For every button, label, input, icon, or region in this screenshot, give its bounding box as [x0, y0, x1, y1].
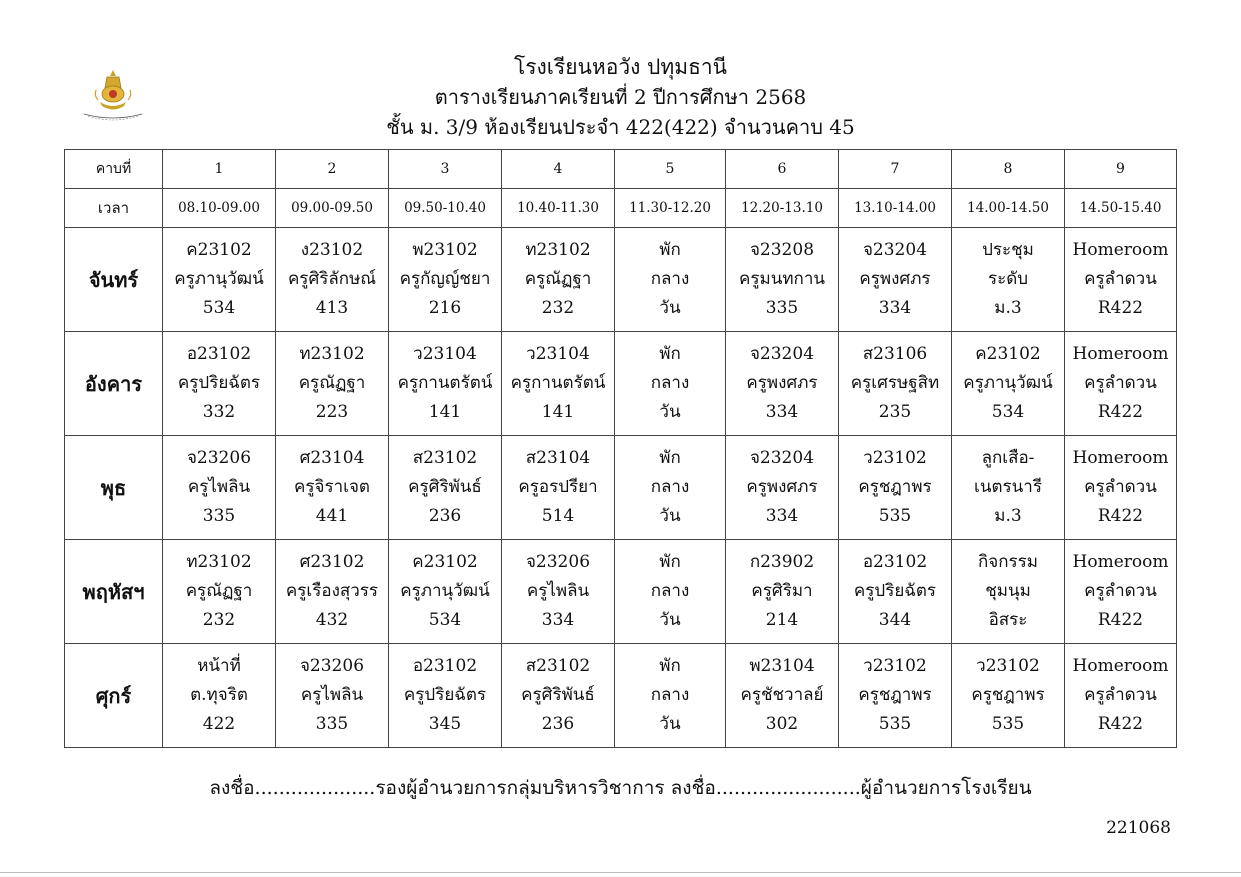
slot-subject: ค23102	[186, 240, 252, 260]
schedule-slot	[839, 436, 952, 540]
slot-teacher: ครูพงศภร	[859, 269, 931, 289]
period-number: 4	[502, 150, 615, 189]
slot-subject: ท23102	[299, 344, 365, 364]
signature-line: ลงชื่อ....................รองผู้อำนวยการกลุ่มบริหารวิชาการ ลงชื่อ........................ผู้อำนวยการโรงเรียน	[209, 777, 1032, 799]
bottom-divider	[0, 872, 1241, 873]
period-number: 8	[952, 150, 1065, 189]
schedule-slot	[615, 436, 726, 540]
schedule-slot	[1065, 540, 1177, 644]
slot-teacher: กลาง	[650, 477, 690, 497]
slot-teacher: กลาง	[650, 581, 690, 601]
period-time: 13.10-14.00	[839, 189, 952, 228]
slot-subject: จ23206	[186, 448, 252, 468]
slot-subject: ศ23102	[299, 552, 365, 572]
schedule-slot	[726, 332, 839, 436]
schedule-slot	[952, 436, 1065, 540]
slot-room: ม.3	[994, 506, 1022, 526]
slot-teacher: ครูปริยฉัตร	[177, 373, 261, 393]
schedule-slot	[726, 228, 839, 332]
slot-subject: พ23104	[749, 656, 815, 676]
schedule-slot	[839, 540, 952, 644]
schedule-slot	[839, 644, 952, 748]
slot-room: 422	[202, 714, 236, 734]
schedule-slot	[952, 644, 1065, 748]
slot-subject: Homeroom	[1072, 552, 1169, 572]
schedule-slot	[726, 540, 839, 644]
schedule-slot	[502, 332, 615, 436]
slot-subject: ส23104	[525, 448, 591, 468]
slot-subject: Homeroom	[1072, 448, 1169, 468]
slot-room: 335	[765, 298, 799, 318]
slot-teacher: ครูไพลิน	[187, 477, 251, 497]
slot-teacher: ครูมนทกาน	[739, 269, 825, 289]
slot-room: 223	[315, 402, 349, 422]
slot-subject: จ23206	[525, 552, 591, 572]
slot-subject: จ23206	[299, 656, 365, 676]
slot-subject: ก23902	[749, 552, 815, 572]
schedule-slot	[389, 540, 502, 644]
day-name: ศุกร์	[65, 644, 163, 748]
slot-room: 334	[765, 506, 799, 526]
schedule-slot	[726, 436, 839, 540]
slot-subject: จ23204	[749, 344, 815, 364]
slot-subject: อ23102	[862, 552, 928, 572]
slot-teacher: ครูศิริพันธ์	[521, 685, 595, 705]
slot-teacher: กลาง	[650, 269, 690, 289]
slot-room: วัน	[659, 610, 681, 630]
schedule-slot	[163, 228, 276, 332]
schedule-slot	[1065, 228, 1177, 332]
schedule-slot	[163, 436, 276, 540]
slot-teacher: ครูปริยฉัตร	[853, 581, 937, 601]
slot-subject: ว23104	[413, 344, 477, 364]
period-number: 2	[276, 150, 389, 189]
slot-subject: ส23102	[525, 656, 591, 676]
slot-subject: หน้าที่	[197, 656, 241, 676]
period-time: 12.20-13.10	[726, 189, 839, 228]
schedule-slot	[502, 228, 615, 332]
slot-teacher: ครูชฎาพร	[971, 685, 1045, 705]
school-name: โรงเรียนหอวัง ปทุมธานี	[513, 55, 728, 79]
schedule-slot	[952, 228, 1065, 332]
slot-room: R422	[1097, 714, 1144, 734]
schedule-slot	[839, 228, 952, 332]
slot-teacher: ครูกัญญ์ชยา	[399, 269, 491, 289]
slot-teacher: ครูจิราเจต	[294, 477, 370, 497]
slot-subject: Homeroom	[1072, 344, 1169, 364]
day-row	[65, 228, 1177, 332]
period-time: 14.50-15.40	[1065, 189, 1177, 228]
slot-room: 235	[878, 402, 912, 422]
slot-teacher: ครูเศรษฐสิท	[850, 373, 940, 393]
schedule-slot	[276, 436, 389, 540]
slot-room: 345	[428, 714, 462, 734]
schedule-slot	[276, 540, 389, 644]
schedule-slot	[839, 332, 952, 436]
period-number: 5	[615, 150, 726, 189]
slot-subject: Homeroom	[1072, 656, 1169, 676]
slot-room: 335	[202, 506, 236, 526]
slot-teacher: กลาง	[650, 685, 690, 705]
slot-room: 413	[315, 298, 349, 318]
slot-teacher: ครูณัฏฐา	[185, 581, 253, 601]
slot-subject: ส23102	[412, 448, 478, 468]
slot-teacher: ครูศิริมา	[751, 581, 813, 601]
slot-subject: ว23104	[526, 344, 590, 364]
period-time: 10.40-11.30	[502, 189, 615, 228]
day-row	[65, 540, 1177, 644]
slot-room: 534	[991, 402, 1025, 422]
slot-subject: ค23102	[975, 344, 1041, 364]
period-time: 11.30-12.20	[615, 189, 726, 228]
slot-subject: กิจกรรม	[977, 552, 1038, 572]
slot-subject: อ23102	[412, 656, 478, 676]
slot-subject: พัก	[659, 448, 681, 468]
document-header	[0, 52, 1241, 142]
document-code: 221068	[1106, 818, 1171, 838]
schedule-slot	[1065, 332, 1177, 436]
schedule-slot	[502, 540, 615, 644]
slot-subject: ค23102	[412, 552, 478, 572]
slot-teacher: ครูศิริพันธ์	[408, 477, 482, 497]
schedule-slot	[726, 644, 839, 748]
schedule-slot	[1065, 644, 1177, 748]
schedule-slot	[163, 332, 276, 436]
slot-subject: จ23204	[749, 448, 815, 468]
schedule-slot	[163, 540, 276, 644]
slot-subject: ว23102	[863, 656, 927, 676]
slot-teacher: ครูณัฏฐา	[298, 373, 366, 393]
period-time: 14.00-14.50	[952, 189, 1065, 228]
slot-teacher: ครูณัฏฐา	[524, 269, 592, 289]
slot-subject: พัก	[659, 656, 681, 676]
slot-room: 141	[428, 402, 462, 422]
period-number: 6	[726, 150, 839, 189]
schedule-slot	[615, 540, 726, 644]
schedule-slot	[389, 436, 502, 540]
day-name: พฤหัสฯ	[65, 540, 163, 644]
slot-teacher: ครูไพลิน	[300, 685, 364, 705]
slot-room: วัน	[659, 298, 681, 318]
schedule-slot	[1065, 436, 1177, 540]
slot-subject: ว23102	[863, 448, 927, 468]
slot-room: วัน	[659, 402, 681, 422]
slot-subject: พัก	[659, 344, 681, 364]
slot-subject: Homeroom	[1072, 240, 1169, 260]
class-schedule-table	[64, 149, 1177, 748]
slot-subject: พ23102	[412, 240, 478, 260]
slot-room: 302	[765, 714, 799, 734]
slot-room: 141	[541, 402, 575, 422]
slot-teacher: ครูไพลิน	[526, 581, 590, 601]
schedule-slot	[276, 332, 389, 436]
period-label: คาบที่	[65, 150, 163, 189]
slot-room: วัน	[659, 714, 681, 734]
slot-subject: จ23204	[862, 240, 928, 260]
slot-subject: ส23106	[862, 344, 928, 364]
schedule-slot	[389, 332, 502, 436]
slot-room: ม.3	[994, 298, 1022, 318]
slot-teacher: ครูปริยฉัตร	[403, 685, 487, 705]
slot-teacher: ระดับ	[987, 269, 1029, 289]
schedule-slot	[615, 228, 726, 332]
slot-room: 432	[315, 610, 349, 630]
period-time: 09.50-10.40	[389, 189, 502, 228]
slot-subject: พัก	[659, 552, 681, 572]
slot-teacher: ครูเรืองสุวรร	[285, 581, 379, 601]
slot-room: 344	[878, 610, 912, 630]
schedule-slot	[163, 644, 276, 748]
time-label: เวลา	[65, 189, 163, 228]
class-info: ชั้น ม. 3/9 ห้องเรียนประจำ 422(422) จำนวนคาบ 45	[386, 115, 855, 139]
slot-subject: ง23102	[300, 240, 364, 260]
slot-room: 334	[878, 298, 912, 318]
slot-subject: อ23102	[186, 344, 252, 364]
slot-room: 335	[315, 714, 349, 734]
slot-room: 535	[878, 506, 912, 526]
slot-teacher: กลาง	[650, 373, 690, 393]
slot-teacher: ครูชฎาพร	[858, 477, 932, 497]
slot-teacher: ครูกานตรัตน์	[510, 373, 606, 393]
schedule-slot	[389, 644, 502, 748]
slot-room: 334	[541, 610, 575, 630]
slot-teacher: ครูภานุวัฒน์	[174, 269, 264, 289]
slot-room: 535	[991, 714, 1025, 734]
slot-subject: ท23102	[525, 240, 591, 260]
slot-room: อิสระ	[988, 610, 1028, 630]
schedule-slot	[502, 644, 615, 748]
slot-room: 535	[878, 714, 912, 734]
slot-teacher: ครูชัชวาลย์	[740, 685, 824, 705]
slot-room: 534	[428, 610, 462, 630]
slot-teacher: ครูลำดวน	[1084, 373, 1157, 393]
slot-teacher: ครูภานุวัฒน์	[400, 581, 490, 601]
slot-teacher: ครูอรปรียา	[518, 477, 598, 497]
slot-subject: จ23208	[749, 240, 815, 260]
slot-room: 514	[541, 506, 575, 526]
slot-room: 216	[428, 298, 462, 318]
slot-subject: ท23102	[186, 552, 252, 572]
slot-subject: ว23102	[976, 656, 1040, 676]
slot-teacher: ชุมนุม	[985, 581, 1031, 601]
schedule-slot	[952, 332, 1065, 436]
slot-teacher: ครูลำดวน	[1084, 477, 1157, 497]
schedule-slot	[389, 228, 502, 332]
period-number: 9	[1065, 150, 1177, 189]
schedule-slot	[502, 436, 615, 540]
slot-room: R422	[1097, 506, 1144, 526]
slot-room: R422	[1097, 298, 1144, 318]
slot-room: 236	[428, 506, 462, 526]
slot-room: R422	[1097, 610, 1144, 630]
time-header-row	[65, 189, 1177, 228]
slot-subject: ศ23104	[299, 448, 365, 468]
slot-teacher: ครูศิริลักษณ์	[287, 269, 377, 289]
schedule-slot	[276, 644, 389, 748]
slot-room: 232	[202, 610, 236, 630]
slot-room: วัน	[659, 506, 681, 526]
slot-teacher: ครูชฎาพร	[858, 685, 932, 705]
term-title: ตารางเรียนภาคเรียนที่ 2 ปีการศึกษา 2568	[434, 85, 807, 109]
period-number: 7	[839, 150, 952, 189]
slot-room: 236	[541, 714, 575, 734]
slot-teacher: ครูภานุวัฒน์	[963, 373, 1053, 393]
slot-teacher: ครูลำดวน	[1084, 269, 1157, 289]
slot-teacher: ต.ทุจริต	[190, 685, 248, 705]
day-row	[65, 644, 1177, 748]
period-time: 09.00-09.50	[276, 189, 389, 228]
slot-room: 214	[765, 610, 799, 630]
day-row	[65, 436, 1177, 540]
period-number: 1	[163, 150, 276, 189]
day-name: จันทร์	[65, 228, 163, 332]
slot-subject: ประชุม	[982, 240, 1034, 260]
slot-room: 441	[315, 506, 349, 526]
slot-teacher: ครูพงศภร	[746, 373, 818, 393]
schedule-slot	[615, 332, 726, 436]
slot-teacher: ครูกานตรัตน์	[397, 373, 493, 393]
slot-teacher: เนตรนารี	[974, 477, 1042, 497]
slot-subject: พัก	[659, 240, 681, 260]
slot-room: 334	[765, 402, 799, 422]
period-time: 08.10-09.00	[163, 189, 276, 228]
period-number: 3	[389, 150, 502, 189]
day-row	[65, 332, 1177, 436]
slot-subject: ลูกเสือ-	[981, 448, 1035, 468]
schedule-slot	[615, 644, 726, 748]
slot-room: 232	[541, 298, 575, 318]
schedule-slot	[952, 540, 1065, 644]
slot-teacher: ครูลำดวน	[1084, 685, 1157, 705]
slot-room: 332	[202, 402, 236, 422]
schedule-slot	[276, 228, 389, 332]
day-name: อังคาร	[65, 332, 163, 436]
slot-room: 534	[202, 298, 236, 318]
day-name: พุธ	[65, 436, 163, 540]
slot-room: R422	[1097, 402, 1144, 422]
slot-teacher: ครูลำดวน	[1084, 581, 1157, 601]
period-header-row	[65, 150, 1177, 189]
slot-teacher: ครูพงศภร	[746, 477, 818, 497]
